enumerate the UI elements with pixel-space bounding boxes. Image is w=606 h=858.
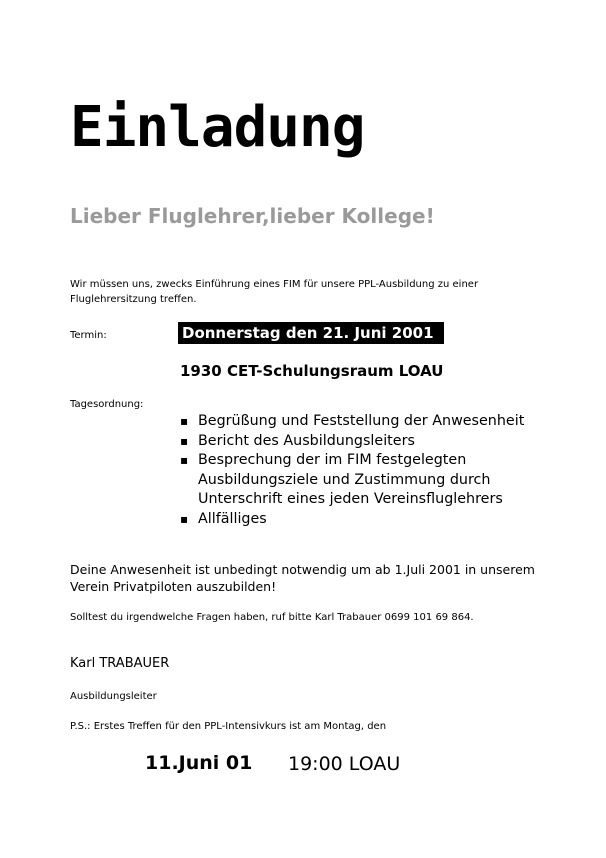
square-bullet-icon: ▪ [180, 511, 189, 526]
square-bullet-icon: ▪ [180, 453, 189, 467]
postscript: P.S.: Erstes Treffen für den PPL-Intensivkurs ist am Montag, den [70, 721, 387, 732]
termin-time-place: 1930 CET-Schulungsraum LOAU [180, 362, 444, 380]
intro-paragraph: Wir müssen uns, zwecks Einführung eines FIM für unsere PPL-Ausbildung zu einer Fluglehrersitzung treffen. [70, 279, 479, 305]
square-bullet-icon: ▪ [180, 414, 189, 428]
questions-paragraph: Solltest du irgendwelche Fragen haben, ruf bitte Karl Trabauer 0699 101 69 864. [70, 612, 474, 623]
termin-label: Termin: [70, 330, 107, 341]
agenda-item-text: Allfälliges [198, 510, 267, 527]
agenda-label: Tagesordnung: [70, 399, 144, 410]
agenda-item-text: Besprechung der im FIM festgelegten Ausbildungsziele und Zustimmung durch Unterschrift eines jeden Vereinsfluglehrers [198, 452, 503, 507]
greeting-heading: Lieber Fluglehrer,lieber Kollege! [70, 204, 435, 228]
presence-paragraph: Deine Anwesenheit ist unbedingt notwendig um ab 1.Juli 2001 in unserem Verein Privatpiloten auszubilden! [70, 562, 535, 594]
agenda-list [180, 412, 560, 529]
agenda-item [180, 510, 560, 530]
agenda-item [180, 432, 560, 452]
square-bullet-icon: ▪ [180, 433, 189, 448]
final-time-place: 19:00 LOAU [288, 753, 401, 775]
sender-role: Ausbildungsleiter [70, 691, 157, 702]
termin-date-highlight: Donnerstag den 21. Juni 2001 [178, 322, 444, 344]
agenda-item [180, 412, 560, 432]
sender-name: Karl TRABAUER [70, 656, 170, 671]
agenda-item [180, 451, 560, 510]
agenda-item-text: Begrüßung und Feststellung der Anwesenheit [198, 413, 525, 429]
page-title: Einladung [70, 95, 365, 160]
final-date: 11.Juni 01 [145, 752, 253, 774]
agenda-item-text: Bericht des Ausbildungsleiters [198, 432, 415, 449]
